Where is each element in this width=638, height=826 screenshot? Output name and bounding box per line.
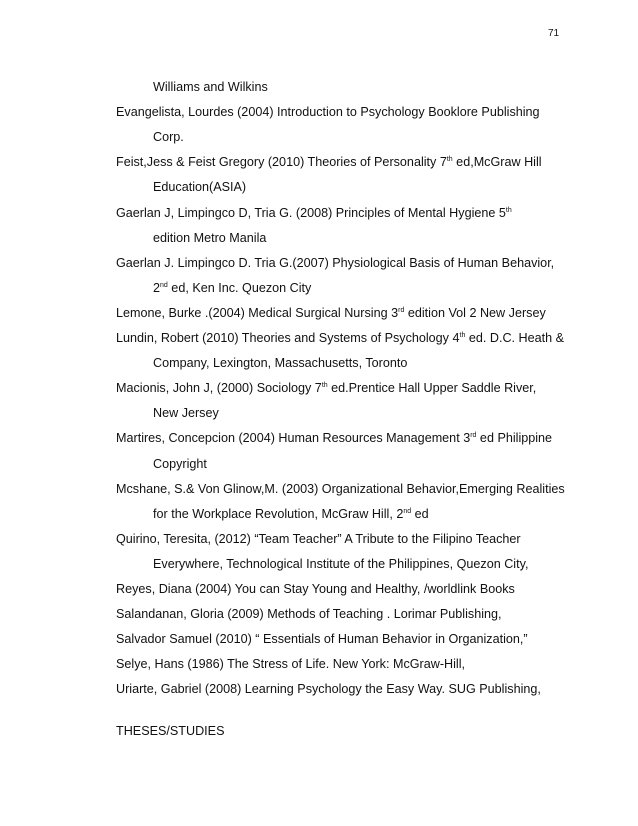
reference-line xyxy=(153,232,266,245)
reference-line xyxy=(116,633,528,646)
superscript-text: th xyxy=(321,382,328,390)
reference-text: Mcshane, S.& Von Glinow,M. (2003) Organizational Behavior,Emerging Realities xyxy=(116,481,565,496)
reference-line xyxy=(153,282,311,295)
reference-text: Everywhere, Technological Institute of the Philippines, Quezon City, xyxy=(153,556,529,571)
page-number: 71 xyxy=(548,28,560,39)
reference-line xyxy=(116,608,502,621)
reference-text: Macionis, John J, (2000) Sociology 7 xyxy=(116,381,322,396)
reference-line xyxy=(116,432,552,445)
reference-text: Salvador Samuel (2010) “ Essentials of Human Behavior in Organization,” xyxy=(116,632,528,647)
superscript-text: th xyxy=(505,206,512,214)
reference-text: Company, Lexington, Massachusetts, Toronto xyxy=(153,356,408,371)
reference-line xyxy=(153,458,207,471)
reference-line xyxy=(116,106,540,119)
reference-line xyxy=(116,533,521,546)
reference-line xyxy=(153,407,219,420)
reference-text: edition Metro Manila xyxy=(153,230,267,245)
reference-line xyxy=(116,683,541,696)
reference-text: Copyright xyxy=(153,456,207,471)
reference-text: Education(ASIA) xyxy=(153,180,247,195)
reference-text: Feist,Jess & Feist Gregory (2010) Theories of Personality 7 xyxy=(116,155,447,170)
reference-line xyxy=(116,382,536,395)
reference-text: Corp. xyxy=(153,130,184,145)
reference-text: Gaerlan J, Limpingco D, Tria G. (2008) Principles of Mental Hygiene 5 xyxy=(116,205,506,220)
superscript-text: rd xyxy=(398,306,405,314)
reference-text: Lundin, Robert (2010) Theories and Systems of Psychology 4 xyxy=(116,331,460,345)
reference-line xyxy=(153,181,246,194)
reference-line xyxy=(116,207,512,220)
reference-text: Salandanan, Gloria (2009) Methods of Teaching . Lorimar Publishing, xyxy=(116,607,502,622)
superscript-text: nd xyxy=(160,281,168,289)
reference-text: Evangelista, Lourdes (2004) Introduction to Psychology Booklore Publishing xyxy=(116,105,540,120)
reference-line xyxy=(116,156,542,169)
reference-text: ed,McGraw Hill xyxy=(452,155,542,170)
superscript-text: rd xyxy=(470,432,477,440)
reference-text: 2 xyxy=(153,280,161,295)
reference-text: ed.Prentice Hall Upper Saddle River, xyxy=(327,381,537,396)
reference-text: for the Workplace Revolution, McGraw Hill, 2 xyxy=(153,506,404,521)
reference-line xyxy=(116,583,515,596)
reference-line xyxy=(153,81,268,94)
reference-line xyxy=(116,332,564,345)
reference-text: ed. D.C. Heath & xyxy=(465,331,565,345)
reference-text: Williams and Wilkins xyxy=(153,80,268,94)
reference-line xyxy=(116,483,565,496)
reference-line xyxy=(153,357,407,370)
reference-line xyxy=(116,307,546,320)
reference-line xyxy=(153,131,184,144)
superscript-text: th xyxy=(459,332,466,339)
reference-text: edition Vol 2 New Jersey xyxy=(404,305,546,320)
reference-text: Reyes, Diana (2004) You can Stay Young and Healthy, /worldlink Books xyxy=(116,582,515,596)
reference-text: Uriarte, Gabriel (2008) Learning Psychology the Easy Way. SUG Publishing, xyxy=(116,682,541,697)
reference-line xyxy=(153,558,528,571)
superscript-text: nd xyxy=(403,507,412,515)
reference-line xyxy=(116,257,554,270)
reference-text: ed, Ken Inc. Quezon City xyxy=(167,280,312,295)
reference-text: New Jersey xyxy=(153,406,219,421)
reference-text: Quirino, Teresita, (2012) “Team Teacher” A Tribute to the Filipino Teacher xyxy=(116,531,521,546)
reference-line xyxy=(116,658,465,671)
reference-text: ed xyxy=(411,506,429,521)
reference-text: Gaerlan J. Limpingco D. Tria G.(2007) Physiological Basis of Human Behavior, xyxy=(116,255,555,270)
reference-text: Lemone, Burke .(2004) Medical Surgical Nursing 3 xyxy=(116,305,399,320)
superscript-text: th xyxy=(446,156,453,164)
reference-text: Martires, Concepcion (2004) Human Resources Management 3 xyxy=(116,431,471,446)
reference-line xyxy=(153,508,429,521)
reference-text: Selye, Hans (1986) The Stress of Life. New York: McGraw-Hill, xyxy=(116,657,466,672)
section-heading: THESES/STUDIES xyxy=(116,724,225,738)
reference-text: ed Philippine xyxy=(476,431,553,446)
